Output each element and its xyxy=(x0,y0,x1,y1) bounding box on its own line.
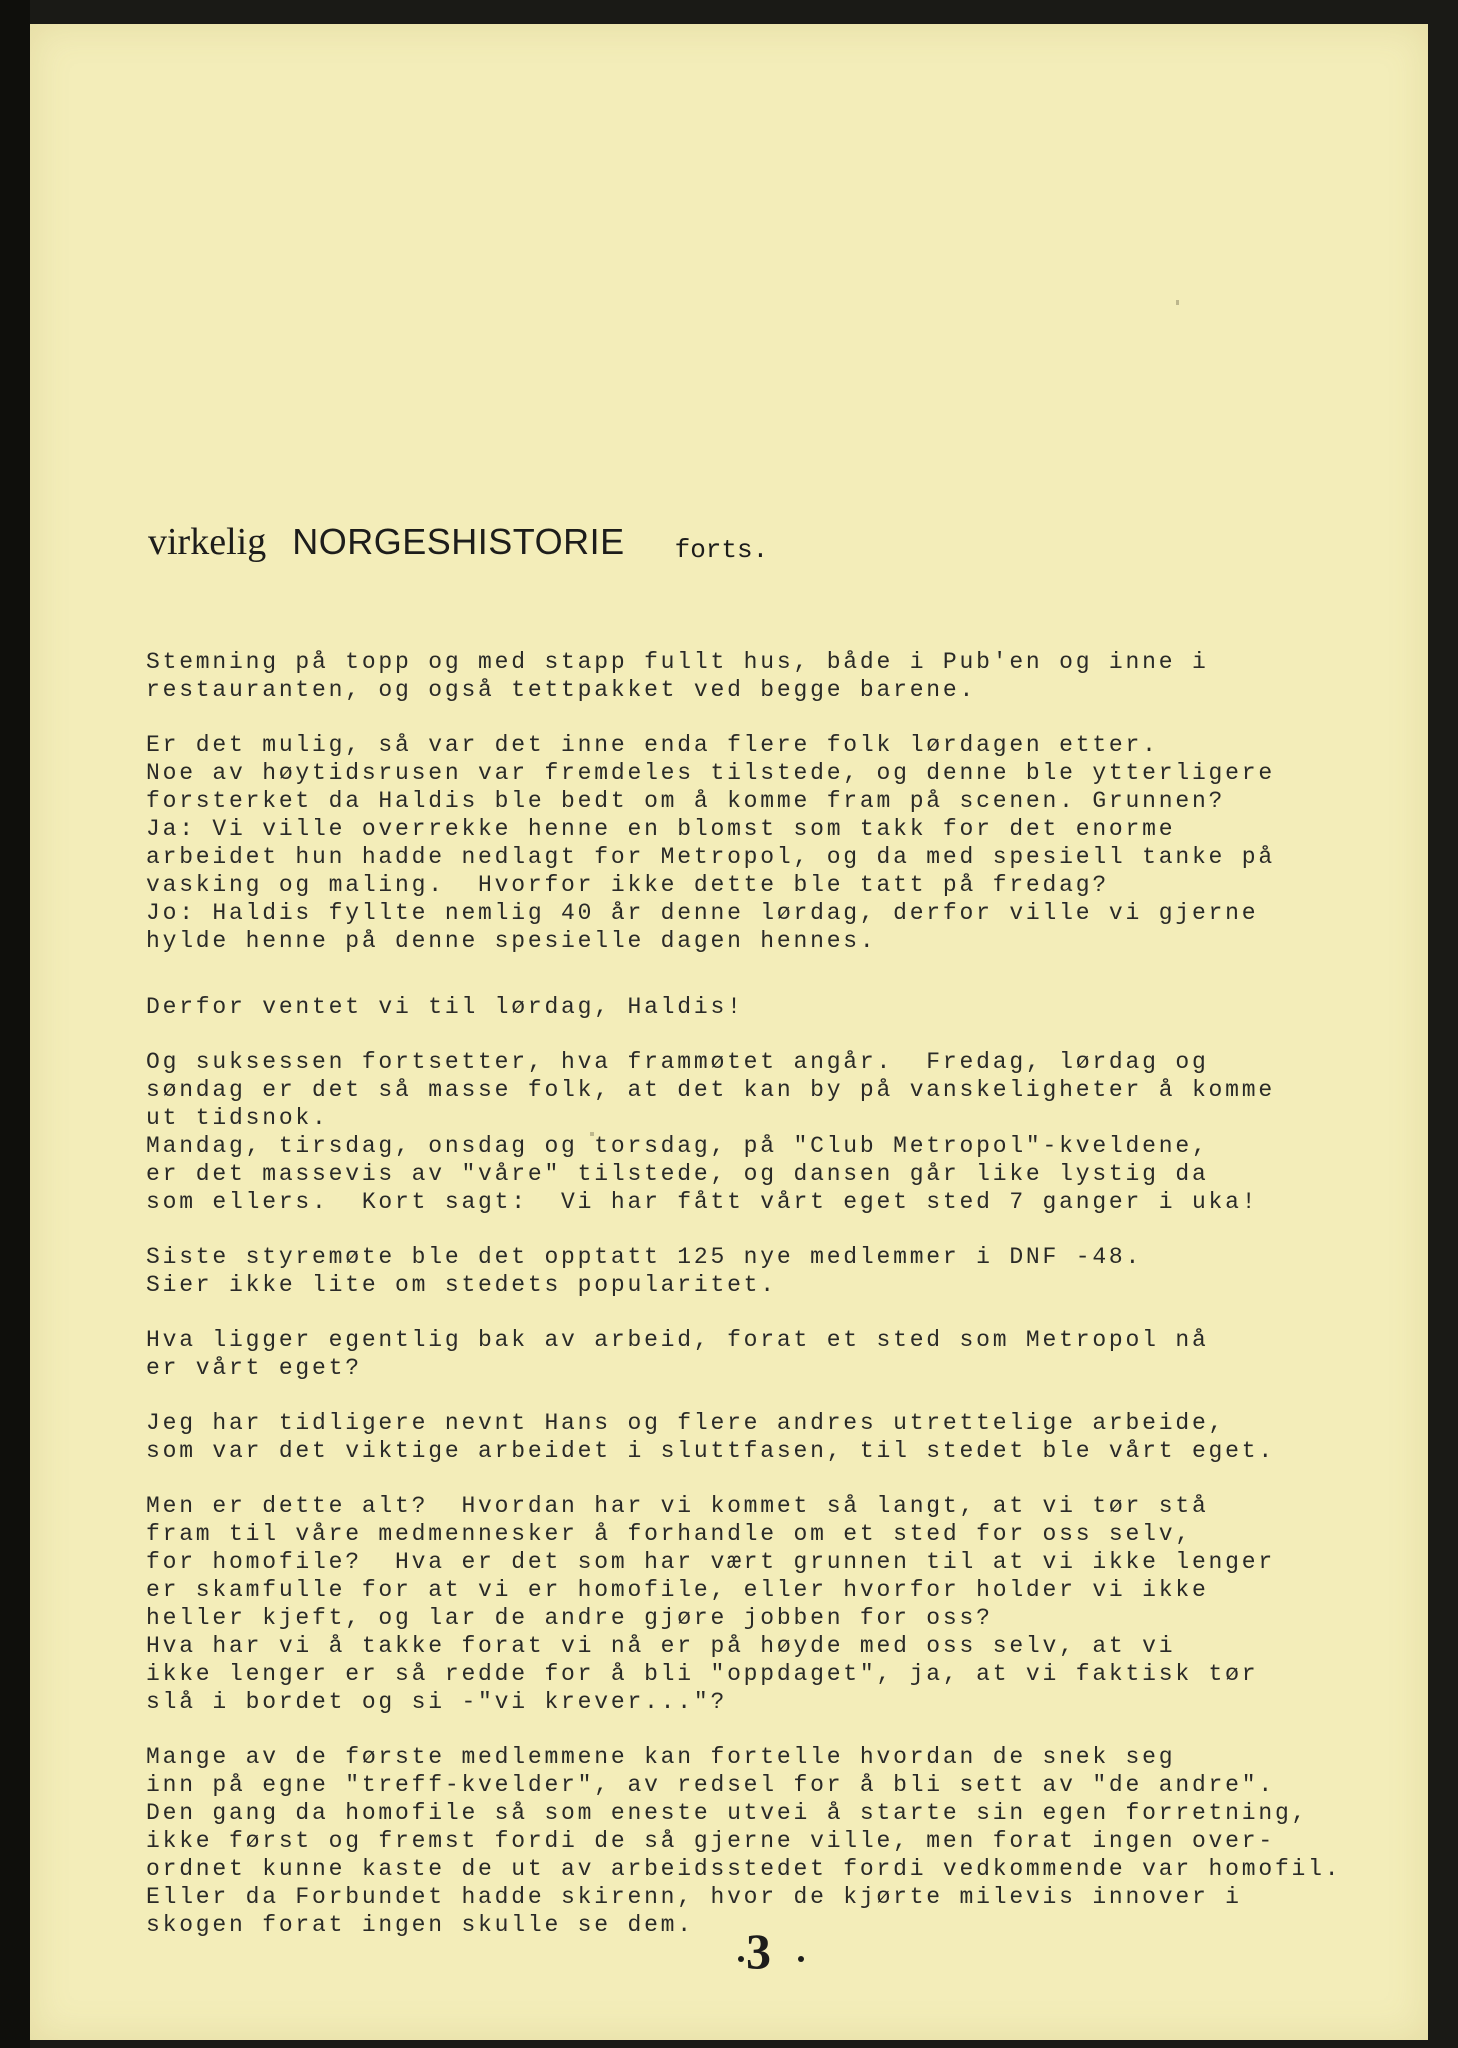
heading-title: NORGESHISTORIE xyxy=(292,521,625,562)
scan-border xyxy=(0,0,30,2048)
paragraph-3: Derfor ventet vi til lørdag, Haldis! xyxy=(146,994,744,1020)
paragraph-9: Mange av de første medlemmene kan fortelle hvordan de snek seg inn på egne "treff-kvelder", av redsel for å bli sett av "de andre". Den gang da homofile så som eneste utvei å starte sin egen forretning, ikke først og fremst fordi de så gjerne ville, men forat ingen over- ordnet kunne kaste de ut av arbeidsstedet fordi vedkommende var homofil. Eller da Forbundet hadde skirenn, hvor de kjørte milevis innover i skogen forat ingen skulle se dem. xyxy=(146,1744,1342,1938)
paragraph-1: Stemning på topp og med stapp fullt hus, både i Pub'en og inne i restauranten, og også tettpakket ved begge barene. xyxy=(146,649,1209,703)
page-number-dot-right xyxy=(798,1956,804,1962)
paragraph-5: Siste styremøte ble det opptatt 125 nye medlemmer i DNF -48. Sier ikke lite om stedets popularitet. xyxy=(146,1244,1143,1298)
article-body xyxy=(146,648,1376,1966)
paragraph-8: Men er dette alt? Hvordan har vi kommet så langt, at vi tør stå fram til våre medmennesker å forhandle om et sted for oss selv, for homofile? Hva er det som har vært grunnen til at vi ikke lenger er skamfulle for at vi er homofile, eller hvorfor holder vi ikke heller kjeft, og lar de andre gjøre jobben for oss? Hva har vi å takke forat vi nå er på høyde med oss selv, at vi ikke lenger er så redde for å bli "oppdaget", ja, at vi faktisk tør slå i bordet og si -"vi krever..."? xyxy=(146,1493,1275,1715)
paragraph-4: Og suksessen fortsetter, hva frammøtet angår. Fredag, lørdag og søndag er det så masse folk, at det kan by på vanskeligheter å komme ut tidsnok. Mandag, tirsdag, onsdag og torsdag, på "Club Metropol"-kveldene, er det massevis av "våre" tilstede, og dansen går like lystig da som ellers. Kort sagt: Vi har fått vårt eget sted 7 ganger i uka! xyxy=(146,1049,1275,1215)
page-number-dot-left xyxy=(738,1956,744,1962)
paper-speck xyxy=(1176,300,1179,305)
article-heading xyxy=(148,520,768,565)
paragraph-6: Hva ligger egentlig bak av arbeid, forat et sted som Metropol nå er vårt eget? xyxy=(146,1327,1209,1381)
paragraph-7: Jeg har tidligere nevnt Hans og flere andres utrettelige arbeide, som var det viktige arbeidet i sluttfasen, til stedet ble vårt eget. xyxy=(146,1410,1275,1464)
heading-prefix: virkelig xyxy=(148,521,267,563)
heading-suffix: forts. xyxy=(674,535,769,565)
page-number: 3 xyxy=(746,1923,771,1979)
paragraph-2: Er det mulig, så var det inne enda flere folk lørdagen etter. Noe av høytidsrusen var fremdeles tilstede, og denne ble ytterligere forsterket da Haldis ble bedt om å komme fram på scenen. Grunnen? Ja: Vi ville overrekke henne en blomst som takk for det enorme arbeidet hun hadde nedlagt for Metropol, og da med spesiell tanke på vasking og maling. Hvorfor ikke dette ble tatt på fredag? Jo: Haldis fyllte nemlig 40 år denne lørdag, derfor ville vi gjerne hylde henne på denne spesielle dagen hennes. xyxy=(146,732,1275,954)
